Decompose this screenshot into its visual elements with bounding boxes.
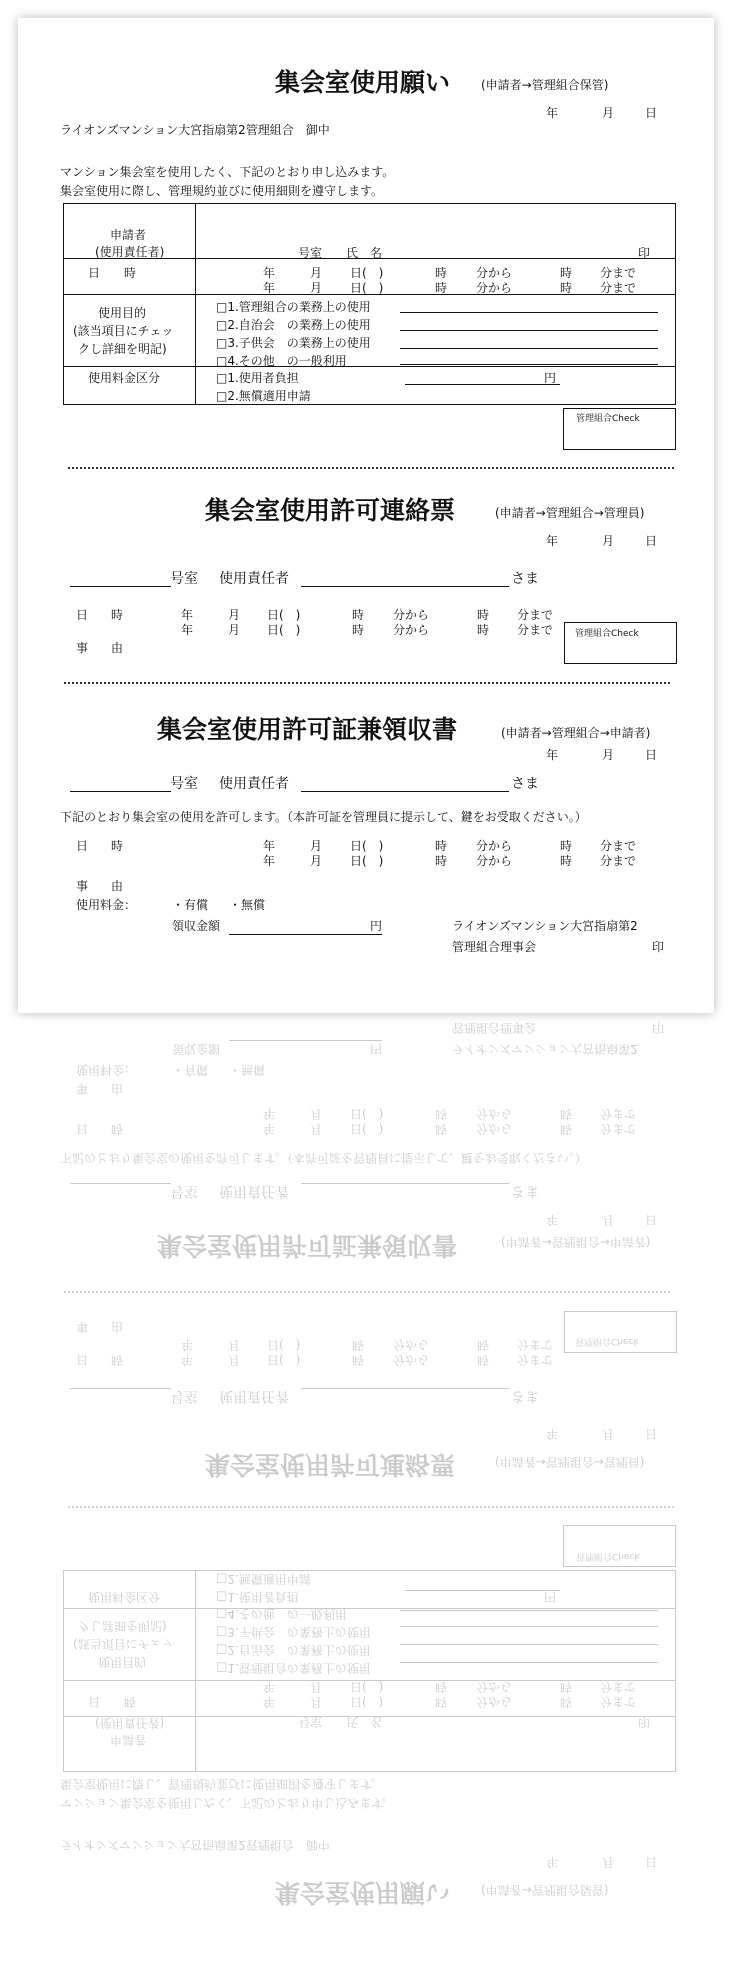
purpose-detail-line[interactable] — [400, 330, 658, 331]
form1-addressee: ライオンズマンション大宮指扇第2管理組合 御中 — [60, 123, 330, 137]
reflection-copy — [0, 806, 732, 1975]
form1-room-label: 号室 — [298, 1715, 323, 1729]
form2-name-line — [301, 1388, 509, 1389]
form2-room-line — [70, 1388, 171, 1389]
form1-table-row-line — [64, 1608, 675, 1609]
form2-room-label: 号室 — [170, 571, 198, 587]
form2-title: 集会室使用許可連絡票 — [205, 496, 456, 525]
dt-from-min: 分から — [476, 1695, 513, 1709]
form1-intro-line1: マンション集会室を使用したく、下記のとおり申し込みます。 — [60, 1796, 395, 1810]
dt-from-hour: 時 — [435, 839, 448, 853]
form2-date-year: 年 — [546, 534, 559, 548]
dt-to-hour: 時 — [560, 281, 573, 295]
form3-subtitle: (申請者→管理組合→申請者) — [501, 726, 651, 740]
form3-received-label: 領収金額 — [172, 919, 221, 933]
dt-from-min: 分から — [476, 839, 513, 853]
dt-month: 月 — [310, 281, 323, 295]
form2-subtitle: (申請者→管理組合→管理員) — [495, 506, 645, 520]
form1-date-month: 月 — [602, 1855, 615, 1869]
form3-datetime-label: 日 — [76, 1122, 89, 1136]
dt-month: 月 — [310, 1695, 323, 1709]
dt-to-hour: 時 — [560, 1695, 573, 1709]
form3-notice: 下記のとおり集会室の使用を許可します。（本許可証を管理員に提示して、鍵をお受取ください。） — [60, 810, 587, 824]
dt-from-hour: 時 — [435, 1122, 448, 1136]
form1-applicant-sublabel: (使用責任者) — [95, 1716, 165, 1730]
form3-subtitle: (申請者→管理組合→申請者) — [501, 1235, 651, 1249]
form3-reason-label-2: 由 — [111, 1082, 124, 1096]
fee-option-paid[interactable]: ・有償 — [172, 898, 209, 912]
dt-day: 日( ) — [267, 1338, 301, 1352]
dt-to-hour: 時 — [560, 1122, 573, 1136]
dt-to-hour: 時 — [560, 854, 573, 868]
form1-table-divider — [195, 204, 196, 404]
form3-responsible-label: 使用責任者 — [219, 1183, 289, 1199]
form1-title: 集会室使用願い — [275, 68, 451, 97]
form1-intro-line2: 集会室使用に際し、管理規約並びに使用細則を遵守します。 — [60, 184, 384, 198]
form1-addressee: ライオンズマンション大宮指扇第2管理組合 御中 — [60, 1838, 330, 1852]
purpose-checkbox-2[interactable]: □2.自治会 の業務上の使用 — [216, 318, 371, 332]
cut-line — [64, 682, 670, 684]
form1-check-label: 管理組合Check — [576, 414, 640, 424]
dt-from-hour: 時 — [435, 266, 448, 280]
dt-year: 年 — [181, 1338, 194, 1352]
form2-reason-label: 事 — [76, 641, 89, 655]
form3-room-line[interactable] — [70, 791, 171, 792]
purpose-detail-line — [400, 1626, 658, 1627]
form1-room-label[interactable]: 号室 — [298, 246, 323, 260]
form2-date-month: 月 — [602, 1427, 615, 1441]
purpose-checkbox-1[interactable]: □1.管理組合の業務上の使用 — [216, 300, 371, 314]
fee-option-free: ・無償 — [229, 1063, 266, 1077]
dt-year: 年 — [263, 1695, 276, 1709]
form3-room-label: 号室 — [170, 1183, 198, 1199]
dt-to-min: 分まで — [600, 854, 637, 868]
dt-to-min: 分まで — [517, 608, 554, 622]
form2-date-month: 月 — [602, 534, 615, 548]
dt-year: 年 — [181, 608, 194, 622]
form3-issuer-line1: ライオンズマンション大宮指扇第2 — [452, 919, 638, 933]
form3-seal: 印 — [652, 1021, 665, 1035]
form1-purpose-label-2: (該当項目にチェッ — [73, 324, 174, 338]
form1-purpose-label: 使用目的 — [98, 306, 147, 320]
dt-year: 年 — [263, 1680, 276, 1694]
dt-from-min: 分から — [393, 623, 430, 637]
dt-from-min: 分から — [393, 1338, 430, 1352]
form2-check-label: 管理組合Check — [575, 629, 639, 639]
dt-to-min: 分まで — [600, 1122, 637, 1136]
dt-to-min: 分まで — [600, 1107, 637, 1121]
dt-from-hour: 時 — [352, 608, 365, 622]
dt-to-min: 分まで — [600, 839, 637, 853]
form3-received-amount-line — [229, 1040, 382, 1041]
form3-room-label: 号室 — [170, 776, 198, 792]
form3-issuer-line2: 管理組合理事会 — [452, 940, 537, 954]
purpose-detail-line — [400, 1644, 658, 1645]
form1-name-label: 氏 名 — [346, 1715, 383, 1729]
form1-title: 集会室使用願い — [275, 1878, 451, 1907]
dt-month: 月 — [310, 266, 323, 280]
form2-room-line[interactable] — [70, 586, 171, 587]
dt-year: 年 — [263, 1107, 276, 1121]
form2-subtitle: (申請者→管理組合→管理員) — [495, 1455, 645, 1469]
dt-from-min: 分から — [476, 854, 513, 868]
form2-sama: さま — [511, 571, 539, 587]
form3-responsible-label: 使用責任者 — [219, 776, 289, 792]
form1-table-divider — [195, 1571, 196, 1771]
dt-to-hour: 時 — [477, 623, 490, 637]
dt-year: 年 — [263, 266, 276, 280]
dt-day: 日( ) — [350, 1122, 384, 1136]
form1-seal: 印 — [638, 246, 651, 260]
form1-intro-line2: 集会室使用に際し、管理規約並びに使用細則を遵守します。 — [60, 1777, 384, 1791]
form1-subtitle: (申請者→管理組合保管) — [481, 78, 609, 92]
purpose-detail-line[interactable] — [400, 348, 658, 349]
form1-applicant-sublabel: (使用責任者) — [95, 245, 165, 259]
dt-year: 年 — [263, 1122, 276, 1136]
form3-issuer-line1: ライオンズマンション大宮指扇第2 — [452, 1042, 638, 1056]
form1-date-year: 年 — [546, 106, 559, 120]
form3-fee-label: 使用料金： — [76, 898, 137, 912]
form3-reason-label: 事 — [76, 1082, 89, 1096]
dt-to-hour: 時 — [560, 1107, 573, 1121]
dt-day: 日( ) — [350, 1107, 384, 1121]
form1-subtitle: (申請者→管理組合保管) — [481, 1883, 609, 1897]
dt-to-hour: 時 — [560, 1680, 573, 1694]
form1-date-day: 日 — [645, 1855, 658, 1869]
form1-applicant-label: 申請者 — [110, 1733, 147, 1747]
dt-from-min: 分から — [476, 266, 513, 280]
form3-date-year: 年 — [546, 748, 559, 762]
form3-sama: さま — [511, 1183, 539, 1199]
fee-checkbox-2: □2.無償適用申請 — [216, 1572, 311, 1586]
form2-name-line[interactable] — [301, 586, 509, 587]
form3-title: 集会室使用許可証兼領収書 — [157, 715, 458, 744]
form2-datetime-label-2: 時 — [111, 1353, 124, 1367]
form1-table-row-line — [64, 366, 675, 367]
dt-month: 月 — [310, 839, 323, 853]
fee-checkbox-2[interactable]: □2.無償適用申請 — [216, 389, 311, 403]
dt-to-hour: 時 — [477, 608, 490, 622]
form3-sama: さま — [511, 776, 539, 792]
form3-name-line — [301, 1183, 509, 1184]
dt-from-min: 分から — [393, 1353, 430, 1367]
dt-day: 日( ) — [350, 854, 384, 868]
cut-line — [68, 467, 674, 469]
purpose-checkbox-4[interactable]: □4.その他 の一般利用 — [216, 354, 347, 368]
dt-from-hour: 時 — [435, 854, 448, 868]
dt-month: 月 — [228, 1338, 241, 1352]
cut-line — [68, 1506, 674, 1508]
dt-from-min: 分から — [476, 1107, 513, 1121]
form3-date-day: 日 — [645, 1213, 658, 1227]
dt-day: 日( ) — [350, 1680, 384, 1694]
form1-seal: 印 — [638, 1715, 651, 1729]
purpose-checkbox-1: □1.管理組合の業務上の使用 — [216, 1661, 371, 1675]
dt-to-min: 分まで — [600, 266, 637, 280]
form2-reason-label-2: 由 — [111, 1320, 124, 1334]
form3-datetime-label: 日 — [76, 839, 89, 853]
form1-yen: 円 — [544, 371, 557, 385]
purpose-checkbox-4: □4.その他 の一般利用 — [216, 1607, 347, 1621]
dt-from-hour: 時 — [435, 1680, 448, 1694]
form2-datetime-label-2: 時 — [111, 608, 124, 622]
form3-reason-label-2: 由 — [111, 879, 124, 893]
purpose-checkbox-2: □2.自治会 の業務上の使用 — [216, 1643, 371, 1657]
dt-from-hour: 時 — [352, 1338, 365, 1352]
form3-date-month: 月 — [602, 748, 615, 762]
dt-day: 日( ) — [350, 1695, 384, 1709]
dt-from-hour: 時 — [352, 1353, 365, 1367]
form3-issuer-line2: 管理組合理事会 — [452, 1021, 537, 1035]
form2-datetime-label: 日 — [76, 1353, 89, 1367]
form1-yen: 円 — [544, 1590, 557, 1604]
purpose-checkbox-3: □3.子供会 の業務上の使用 — [216, 1625, 371, 1639]
form2-datetime-label: 日 — [76, 608, 89, 622]
fee-option-free[interactable]: ・無償 — [229, 898, 266, 912]
dt-day: 日( ) — [350, 839, 384, 853]
form1-check-label: 管理組合Check — [576, 1551, 640, 1561]
dt-year: 年 — [181, 623, 194, 637]
form2-reason-label-2: 由 — [111, 641, 124, 655]
dt-day: 日( ) — [267, 1353, 301, 1367]
fee-checkbox-1: □1.使用者負担 — [216, 1590, 299, 1604]
dt-from-hour: 時 — [435, 1107, 448, 1121]
dt-year: 年 — [263, 281, 276, 295]
dt-day: 日( ) — [350, 266, 384, 280]
form1-purpose-label-2: (該当項目にチェッ — [73, 1637, 174, 1651]
fee-checkbox-1[interactable]: □1.使用者負担 — [216, 371, 299, 385]
form1-date-day: 日 — [645, 106, 658, 120]
dt-month: 月 — [310, 854, 323, 868]
form2-title: 集会室使用許可連絡票 — [205, 1450, 456, 1479]
form3-yen: 円 — [370, 919, 383, 933]
dt-month: 月 — [228, 608, 241, 622]
dt-from-hour: 時 — [435, 281, 448, 295]
form3-title: 集会室使用許可証兼領収書 — [157, 1231, 458, 1260]
dt-from-min: 分から — [476, 1680, 513, 1694]
form3-reason-label: 事 — [76, 879, 89, 893]
dt-to-hour: 時 — [560, 266, 573, 280]
purpose-detail-line — [400, 1610, 658, 1611]
fee-option-paid: ・有償 — [172, 1063, 209, 1077]
form2-reason-label: 事 — [76, 1320, 89, 1334]
form1-date-month: 月 — [602, 106, 615, 120]
form2-room-label: 号室 — [170, 1388, 198, 1404]
form1-datetime-label: 日 時 — [88, 1695, 137, 1709]
form3-notice: 下記のとおり集会室の使用を許可します。（本許可証を管理員に提示して、鍵をお受取ください。） — [60, 1151, 587, 1165]
dt-to-hour: 時 — [477, 1338, 490, 1352]
form1-intro-line1: マンション集会室を使用したく、下記のとおり申し込みます。 — [60, 165, 395, 179]
dt-year: 年 — [263, 854, 276, 868]
form3-seal: 印 — [652, 940, 665, 954]
dt-to-hour: 時 — [477, 1353, 490, 1367]
form2-responsible-label: 使用責任者 — [219, 1388, 289, 1404]
form3-date-month: 月 — [602, 1213, 615, 1227]
dt-from-min: 分から — [476, 1122, 513, 1136]
form2-date-day: 日 — [645, 1427, 658, 1441]
form1-datetime-label: 日 時 — [88, 266, 137, 280]
dt-day: 日( ) — [267, 608, 301, 622]
dt-to-hour: 時 — [560, 839, 573, 853]
fee-amount-line — [405, 1590, 560, 1591]
form2-date-year: 年 — [546, 1427, 559, 1441]
purpose-detail-line — [400, 1662, 658, 1663]
dt-year: 年 — [263, 839, 276, 853]
dt-to-min: 分まで — [600, 1680, 637, 1694]
dt-day: 日( ) — [267, 623, 301, 637]
form3-room-line — [70, 1183, 171, 1184]
dt-to-min: 分まで — [517, 623, 554, 637]
dt-to-min: 分まで — [517, 1353, 554, 1367]
cut-line — [64, 1291, 670, 1293]
form3-date-year: 年 — [546, 1213, 559, 1227]
purpose-checkbox-3[interactable]: □3.子供会 の業務上の使用 — [216, 336, 371, 350]
form3-name-line[interactable] — [301, 791, 509, 792]
dt-from-hour: 時 — [352, 623, 365, 637]
form1-purpose-label: 使用目的 — [98, 1655, 147, 1669]
page-reflection — [0, 1015, 732, 1907]
dt-from-min: 分から — [393, 608, 430, 622]
form1-fee-label: 使用料金区分 — [88, 1590, 161, 1604]
form1-purpose-label-3: クし詳細を明記) — [78, 342, 167, 356]
form3-datetime-label-2: 時 — [111, 839, 124, 853]
form1-fee-label: 使用料金区分 — [88, 371, 161, 385]
dt-month: 月 — [310, 1122, 323, 1136]
form1-date-year: 年 — [546, 1855, 559, 1869]
form3-datetime-label-2: 時 — [111, 1122, 124, 1136]
form3-yen: 円 — [370, 1042, 383, 1056]
form3-fee-label: 使用料金： — [76, 1063, 137, 1077]
fee-amount-line[interactable] — [405, 384, 560, 385]
dt-to-min: 分まで — [600, 1695, 637, 1709]
form1-applicant-label: 申請者 — [110, 228, 147, 242]
form2-responsible-label: 使用責任者 — [219, 571, 289, 587]
dt-year: 年 — [181, 1353, 194, 1367]
form2-sama: さま — [511, 1388, 539, 1404]
purpose-detail-line[interactable] — [400, 312, 658, 313]
dt-to-min: 分まで — [517, 1338, 554, 1352]
dt-month: 月 — [228, 1353, 241, 1367]
form3-received-label: 領収金額 — [172, 1042, 221, 1056]
form2-date-day: 日 — [645, 534, 658, 548]
form3-date-day: 日 — [645, 748, 658, 762]
dt-from-hour: 時 — [435, 1695, 448, 1709]
dt-month: 月 — [310, 1680, 323, 1694]
dt-day: 日( ) — [350, 281, 384, 295]
dt-month: 月 — [310, 1107, 323, 1121]
form2-check-label: 管理組合Check — [575, 1336, 639, 1346]
dt-from-min: 分から — [476, 281, 513, 295]
dt-month: 月 — [228, 623, 241, 637]
dt-to-min: 分まで — [600, 281, 637, 295]
form1-name-label[interactable]: 氏 名 — [346, 246, 383, 260]
form1-purpose-label-3: クし詳細を明記) — [78, 1619, 167, 1633]
purpose-detail-line[interactable] — [400, 364, 658, 365]
